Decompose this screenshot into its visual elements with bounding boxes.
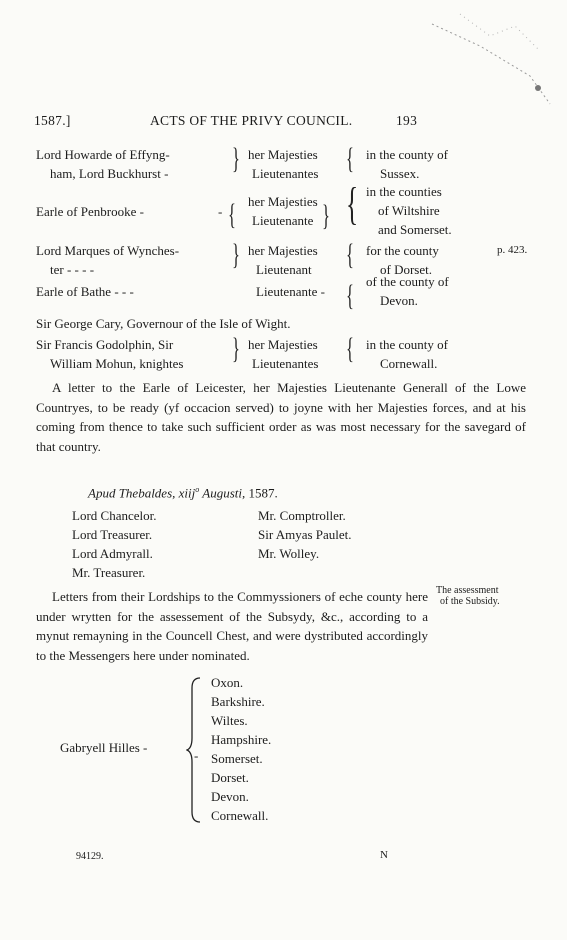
entry-place: Sussex. (380, 166, 420, 181)
entry-name: Lord Howarde of Effyng- (36, 147, 170, 162)
county-item: Oxon. (211, 675, 244, 690)
brace-left: { (228, 198, 236, 231)
county-item: Devon. (211, 789, 249, 804)
counties-brace (186, 676, 202, 824)
brace-left: { (346, 238, 354, 271)
entry-place: in the counties (366, 184, 442, 199)
entry-dash: - (218, 204, 223, 219)
entry-office: Lieutenante (252, 213, 314, 228)
county-item: Barkshire. (211, 694, 265, 709)
entry-name: ter - - - - (50, 262, 95, 277)
entry-place: Devon. (380, 293, 418, 308)
entry-name: ham, Lord Buckhurst - (50, 166, 169, 181)
session-place: Apud Thebaldes, xiij (88, 485, 196, 501)
margin-page-ref: p. 423. (497, 244, 528, 256)
entry-office: Lieutenantes (252, 166, 319, 181)
brace-right: } (322, 199, 330, 232)
subsidy-paragraph: Letters from their Lordships to the Commyssioners of eche county here under wrytten for the assessement of the Subsydy, &c., according to a mynut remayning in the Councell Chest, and were dystributed accordingly to the Messengers here under nominated. (36, 589, 428, 663)
entry-place: in the county of (366, 337, 448, 352)
entry-name: Sir Francis Godolphin, Sir (36, 337, 174, 352)
entry-place: of Dorset. (380, 262, 432, 277)
entry-office: Lieutenantes (252, 356, 319, 371)
entry-office: her Majesties (248, 194, 318, 209)
margin-note-line: of the Subsidy. (440, 596, 500, 607)
cary-line: Sir George Cary, Governour of the Isle of Wight. (36, 316, 291, 331)
page-title: ACTS OF THE PRIVY COUNCIL. (150, 113, 353, 128)
county-item: Cornewall. (211, 808, 269, 823)
brace-left: { (346, 279, 354, 312)
attendee: Lord Chancelor. (72, 508, 157, 523)
page-number: 193 (396, 113, 418, 128)
entry-place: of Wiltshire (378, 203, 440, 218)
brace-left: { (346, 142, 354, 175)
entry-office: Lieutenant (256, 262, 312, 277)
county-item: Somerset. (211, 751, 263, 766)
entry-office: her Majesties (248, 147, 318, 162)
entry-name: Lord Marques of Wynches- (36, 243, 180, 258)
messenger-dash: - (194, 748, 199, 763)
county-item: Wiltes. (211, 713, 248, 728)
county-item: Dorset. (211, 770, 249, 785)
letter-paragraph: A letter to the Earle of Leicester, her Majesties Lieutenante Generall of the Lowe Countryes, to be ready (yf occacion served) to joyne with her Majesties forces, and at his coming from thence to take such sufficient order as was most necessary for the savegard of that country. (36, 380, 526, 454)
entry-place: of the county of (366, 274, 449, 289)
attendee: Sir Amyas Paulet. (258, 527, 352, 542)
margin-note-line: The assessment (436, 585, 499, 596)
attendee: Lord Treasurer. (72, 527, 153, 542)
entry-name: Earle of Bathe - - - (36, 284, 134, 299)
session-sup: o (195, 485, 200, 494)
attendee: Lord Admyrall. (72, 546, 153, 561)
corner-stamp-mark (420, 6, 560, 116)
entry-name: William Mohun, knightes (50, 356, 184, 371)
entry-office: her Majesties (248, 243, 318, 258)
header-year: 1587.] (34, 113, 71, 128)
entry-name: Earle of Penbrooke - (36, 204, 144, 219)
entry-place: for the county (366, 243, 439, 258)
session-year: 1587. (245, 485, 278, 501)
session-month: Augusti, (199, 485, 246, 501)
brace-right: } (232, 332, 240, 365)
entry-place: and Somerset. (378, 222, 452, 237)
brace-left: { (346, 178, 359, 229)
attendee: Mr. Comptroller. (258, 508, 346, 523)
margin-note (436, 585, 500, 607)
entry-place: Cornewall. (380, 356, 438, 371)
entry-office: Lieutenante - (256, 284, 325, 299)
entry-place: in the county of (366, 147, 448, 162)
entry-office: her Majesties (248, 337, 318, 352)
attendee: Mr. Treasurer. (72, 565, 146, 580)
messenger-name: Gabryell Hilles - (60, 740, 148, 755)
brace-right: } (232, 142, 240, 175)
session-heading (88, 485, 278, 501)
brace-right: } (232, 238, 240, 271)
county-item: Hampshire. (211, 732, 272, 747)
brace-left: { (346, 332, 354, 365)
attendee: Mr. Wolley. (258, 546, 320, 561)
footer-letter: N (380, 849, 388, 861)
footer-signature: 94129. (76, 851, 104, 862)
